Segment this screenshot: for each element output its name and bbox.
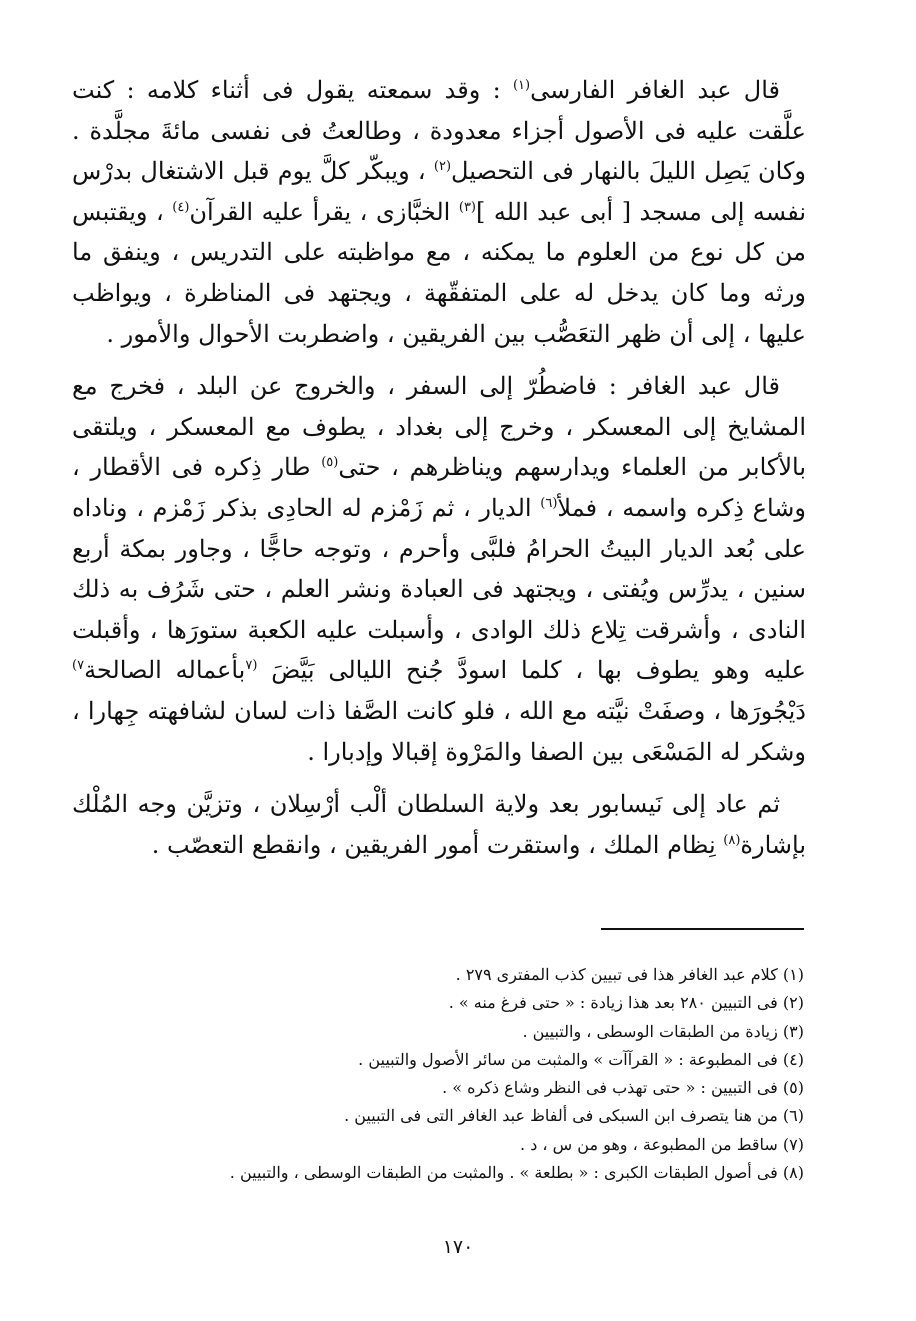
main-text xyxy=(72,70,806,865)
footnote-marker: ٧) xyxy=(72,658,85,674)
footnote-3: (٣) زيادة من الطبقات الوسطى ، والتبيين . xyxy=(522,1021,804,1041)
footnote-marker: (٧ xyxy=(245,658,258,674)
footnote-marker: (٥) xyxy=(321,455,339,471)
page-number: ١٧٠ xyxy=(442,1236,474,1258)
footnote-marker: (١) xyxy=(512,78,531,93)
footnote-6: (٦) من هنا يتصرف ابن السبكى فى ألفاظ عبد الغافر التى فى التبيين . xyxy=(344,1106,804,1126)
footnote-1: (١) كلام عبد الغافر هذا فى تبيين كذب المفترى ٢٧٩ . xyxy=(455,965,804,984)
footnote-marker: (٣) xyxy=(458,199,476,215)
paragraph-1: قال عبد الغافر الفارسى$^{(١)}$ : وقد سمعته يقول فى أثناء كلامه : كنت علَّقت عليه فى الأصول أجزاء معدودة ، وطالعتُ فى نفسى مائةَ مجلَّدة . وكان يَصِل الليلَ بالنهار فى التحصيل$^{(٢)}$ ، ويبكّر كلَّ يوم قبل الاشتغال بدرْس نفسه إلى مسجد [ أبى عبد الله ]$^{(٣)}$ الخبَّازى ، يقرأ عليه القرآن$^{(٤)}$ ، ويقتبس من كل نوع من العلوم ما يمكنه ، مع مواظبته على التدريس ، وينفق ما ورثه وما كان يدخل له على المتفقّهة ، ويجتهد فى المناظرة ، ويواظب عليها ، إلى أن ظهر التعَصُّب بين الفريقين ، واضطربت الأحوال والأمور . xyxy=(72,76,807,348)
footnote-divider xyxy=(601,928,804,930)
footnote-8: (٨) فى أصول الطبقات الكبرى : « بطلعة » . والمثبت من الطبقات الوسطى ، والتبيين . xyxy=(229,1163,804,1183)
footnote-4: (٤) فى المطبوعة : « القرآآت » والمثبت من سائر الأصول والتبيين . xyxy=(358,1049,804,1069)
footnote-5: (٥) فى التبيين : « حتى تهذب فى النظر وشاع ذكره » . xyxy=(442,1078,804,1098)
paragraph-2: قال عبد الغافر : فاضطُرّ إلى السفر ، والخروج عن البلد ، فخرج مع المشايخ إلى المعسكر ، وخرج إلى بغداد ، يطوف مع المعسكر ، ويلتقى بالأكابر من العلماء ويدارسهم ويناظرهم ، حتى$^{(٥)}$ طار ذِكره فى الأقطار ، وشاع ذِكره واسمه ، فملأ$^{(٦)}$ الديار ، ثم زَمْزم له الحادِى بذكر زَمْزم ، وناداه على بُعد الديار البيتُ الحرامُ فلبَّى وأحرم ، وتوجه حاجًّا ، وجاور بمكة أربع سنين ، يدرِّس ويُفتى ، ويجتهد فى العبادة ونشر العلم ، حتى شَرُف به ذلك النادى ، وأشرقت تِلاع ذلك الوادى ، وأسبلت عليه الكعبة ستورَها ، وأقبلت عليه وهو يطوف بها ، كلما اسودَّ جُنح الليالى بَيَّضَ $^{(٧}$بأعماله الصالحة$^{٧)}$ دَيْجُورَها ، وصفَتْ نيَّته مع الله ، فلو كانت الصَّفا ذات لسان لشافهته جِهارا ، وشكر له المَسْعَى بين الصفا والمَرْوة إقبالا وإدبارا . xyxy=(72,372,806,766)
footnote-7: (٧) ساقط من المطبوعة ، وهو من س ، د . xyxy=(520,1134,804,1154)
paragraph-3: ثم عاد إلى نَيسابور بعد ولاية السلطان ألْب أرْسِلان ، وتزيَّن وجه المُلْك بإشارة$^{(٨)}$ نِظام الملك ، واستقرت أمور الفريقين ، وانقطع التعصّب . xyxy=(72,790,806,859)
footnote-marker: (٢) xyxy=(433,159,452,175)
footnote-marker: (٨) xyxy=(723,832,741,848)
footnotes xyxy=(120,961,804,1187)
footnote-2: (٢) فى التبيين ٢٨٠ بعد هذا زيادة : « حتى فرغ منه » . xyxy=(448,993,804,1013)
footnote-marker: (٤) xyxy=(172,199,190,215)
footnote-marker: (٦) xyxy=(540,495,558,511)
